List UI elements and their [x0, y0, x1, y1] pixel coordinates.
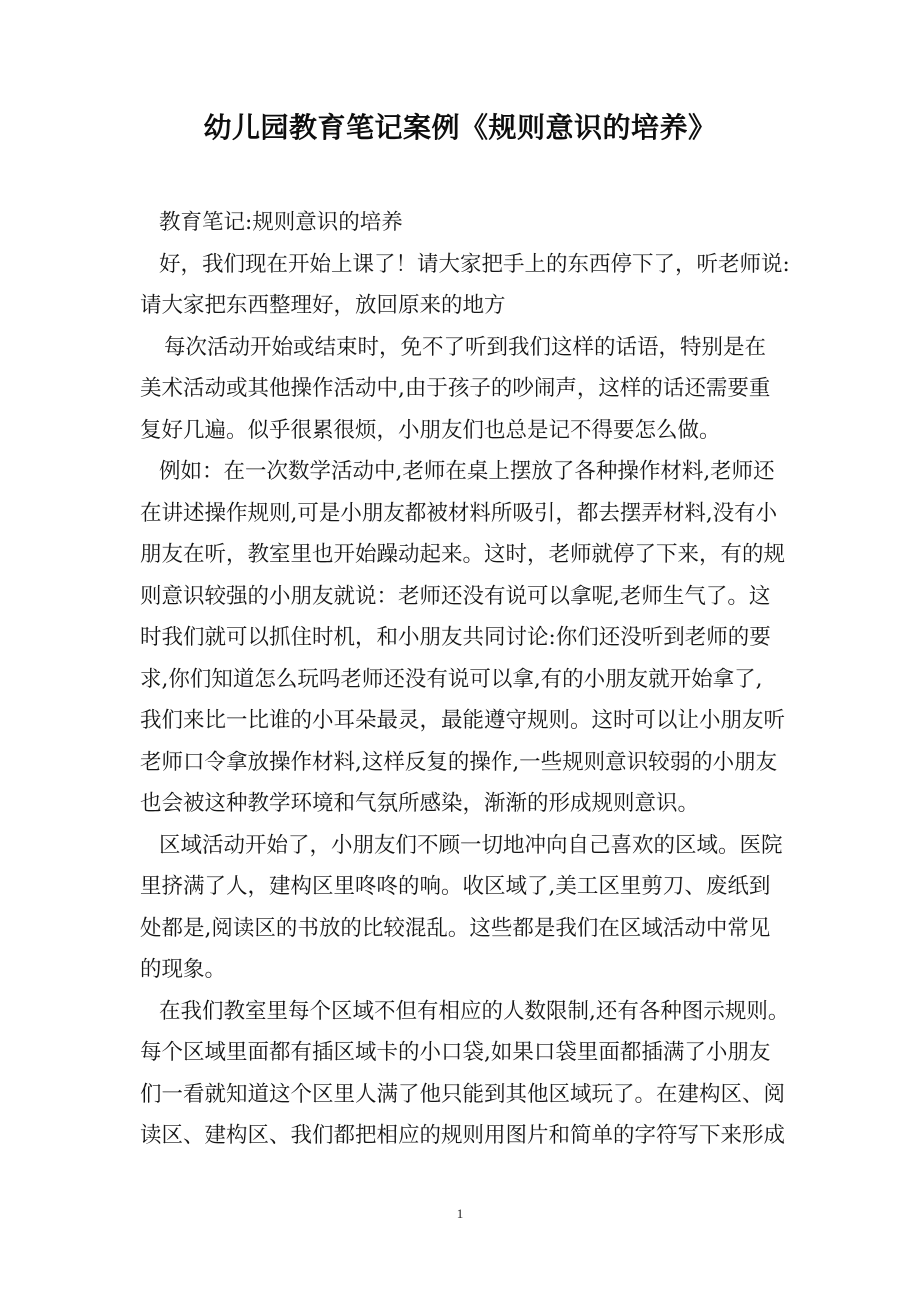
body-line: 也会被这种教学环境和气氛所感染，渐渐的形成规则意识。 — [140, 791, 700, 816]
body-line: 读区、建构区、我们都把相应的规则用图片和简单的字符写下来形成 — [140, 1123, 786, 1148]
body-line: 朋友在听，教室里也开始躁动起来。这时，老师就停了下来，有的规 — [140, 542, 786, 567]
body-line: 老师口令拿放操作材料,这样反复的操作,一些规则意识较弱的小朋友 — [140, 749, 778, 775]
body-line: 里挤满了人，建构区里咚咚的响。收区域了,美工区里剪刀、废纸到 — [140, 874, 771, 899]
body-line: 在我们教室里每个区域不但有相应的人数限制,还有各种图示规则。 — [159, 998, 790, 1024]
body-line: 好，我们现在开始上课了！请大家把手上的东西停下了，听老师说: — [159, 251, 790, 277]
body-line: 则意识较强的小朋友就说：老师还没有说可以拿呢,老师生气了。这 — [140, 583, 771, 609]
body-line: 例如：在一次数学活动中,老师在桌上摆放了各种操作材料,老师还 — [159, 459, 775, 484]
page-number: 1 — [456, 1206, 464, 1221]
body-line: 们一看就知道这个区里人满了他只能到其他区域玩了。在建构区、阅 — [140, 1081, 786, 1107]
body-line: 请大家把东西整理好，放回原来的地方 — [140, 293, 506, 318]
body-line: 复好几遍。似乎很累很烦，小朋友们也总是记不得要怎么做。 — [140, 417, 721, 443]
body-line: 每次活动开始或结束时，免不了听到我们这样的话语，特别是在 — [164, 334, 767, 360]
body-line: 的现象。 — [140, 957, 227, 982]
body-line: 区域活动开始了，小朋友们不顾一切地冲向自己喜欢的区域。医院 — [159, 832, 783, 858]
body-line: 教育笔记:规则意识的培养 — [159, 210, 403, 235]
body-line: 求,你们知道怎么玩吗老师还没有说可以拿,有的小朋友就开始拿了, — [140, 666, 763, 692]
body-line: 每个区域里面都有插区域卡的小口袋,如果口袋里面都插满了小朋友 — [140, 1040, 771, 1065]
body-line: 我们来比一比谁的小耳朵最灵，最能遵守规则。这时可以让小朋友听 — [140, 708, 786, 733]
document-title: 幼儿园教育笔记案例《规则意识的培养》 — [203, 111, 717, 144]
body-line: 在讲述操作规则,可是小朋友都被材料所吸引，都去摆弄材料,没有小 — [140, 500, 778, 526]
document-body — [140, 202, 800, 1157]
body-line: 美术活动或其他操作活动中,由于孩子的吵闹声，这样的话还需要重 — [140, 376, 771, 401]
body-line: 时我们就可以抓住时机，和小朋友共同讨论:你们还没听到老师的要 — [140, 625, 771, 650]
body-line: 处都是,阅读区的书放的比较混乱。这些都是我们在区域活动中常见 — [140, 915, 771, 941]
